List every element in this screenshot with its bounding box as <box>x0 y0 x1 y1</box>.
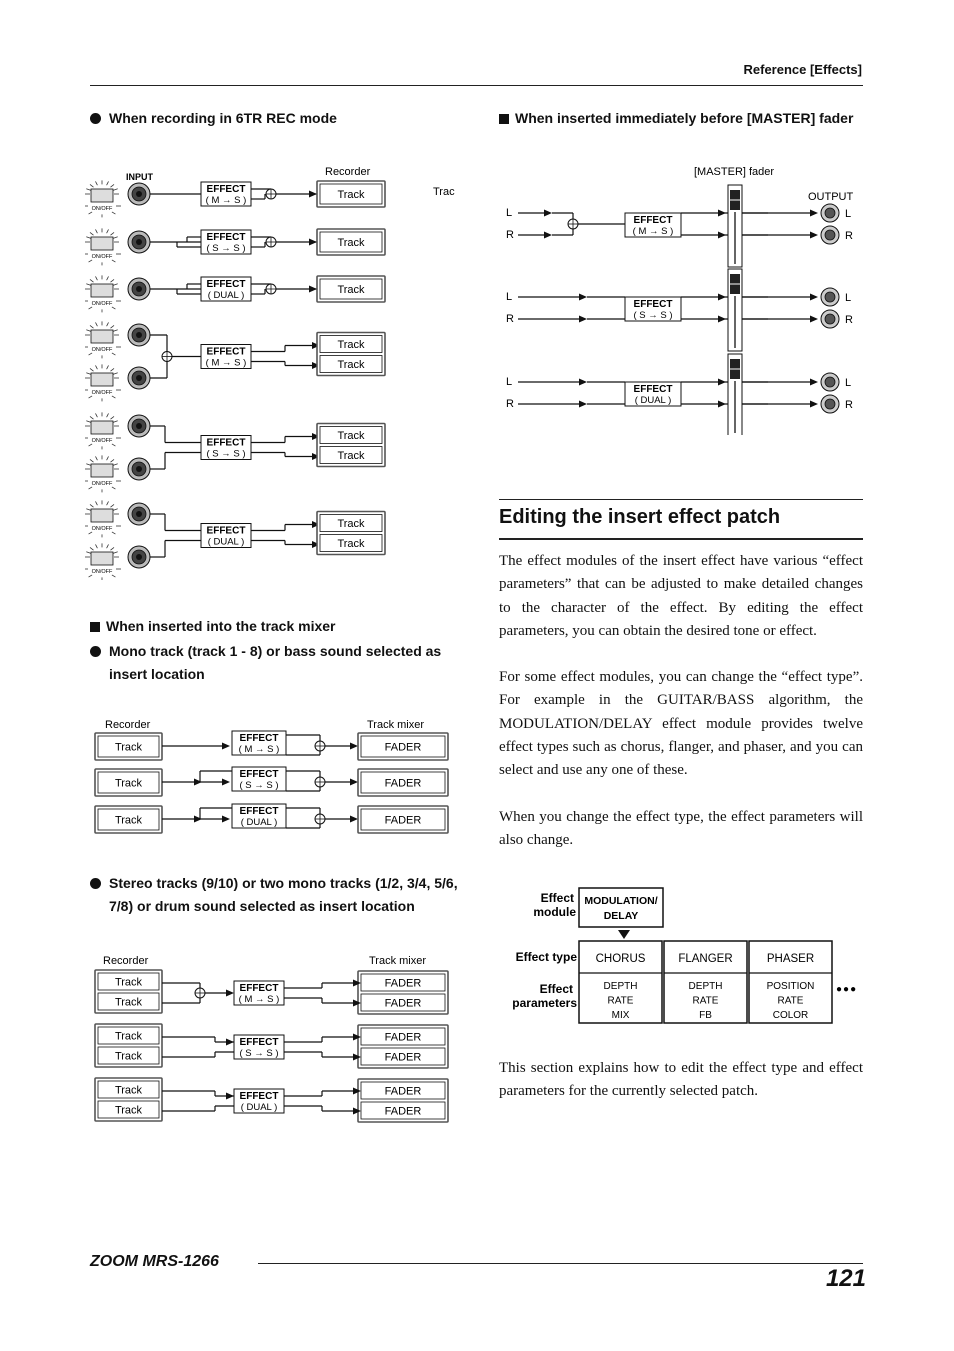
effect-mode: ( M → S ) <box>632 226 674 237</box>
input-jack-icon <box>136 286 142 292</box>
led-ray-icon <box>112 532 116 534</box>
module-name-1: MODULATION/ <box>584 895 658 907</box>
led-ray-icon <box>90 416 94 419</box>
track-box-label: Track <box>114 976 143 989</box>
led-ray-icon <box>107 413 109 417</box>
led-ray-icon <box>112 396 116 398</box>
heading-trackmixer: When inserted into the track mixer <box>90 615 336 638</box>
effect-type-label: Effect type <box>515 950 577 964</box>
led-ray-icon <box>113 421 118 423</box>
arrow-icon <box>718 379 726 386</box>
arrow-icon <box>222 816 230 823</box>
square-bullet-icon <box>90 622 100 632</box>
led-ray-icon <box>110 416 114 419</box>
effect-param: POSITION <box>766 981 815 992</box>
right-channel-label: R <box>506 229 514 241</box>
track-box-label: Track <box>337 430 365 442</box>
effect-mode: ( S → S ) <box>206 243 246 254</box>
effect-type-name: CHORUS <box>595 953 646 965</box>
led-ray-icon <box>113 284 118 286</box>
paragraph-1: The effect modules of the insert effect have various “effect parameters” that can be adjusted to make detailed changes to the character of the effect. By editing the effect parameters, you can obtain the desired tone or effect. <box>499 553 863 639</box>
right-output-label: R <box>845 314 853 326</box>
onoff-label: ON/OFF <box>91 569 113 575</box>
arrow-icon <box>544 232 552 239</box>
bullet-icon <box>90 878 101 889</box>
diagram-6tr-body <box>85 180 385 580</box>
led-ray-icon <box>90 459 94 462</box>
arrow-icon <box>718 210 726 217</box>
led-ray-icon <box>95 413 97 417</box>
arrow-icon <box>810 401 818 408</box>
diagram-mono-body <box>95 731 448 833</box>
led-ray-icon <box>112 575 116 577</box>
left-output-label: L <box>845 292 852 304</box>
onoff-label: ON/OFF <box>91 206 113 212</box>
effect-mode: ( DUAL ) <box>240 1102 278 1113</box>
arrow-icon <box>579 316 587 323</box>
led-ray-icon <box>113 509 118 511</box>
effect-module-label-1: Effect <box>540 891 574 905</box>
track-box-label: Track <box>114 1030 143 1043</box>
recorder-label: Recorder <box>103 955 149 967</box>
right-channel-label: R <box>506 398 514 410</box>
effect-mode: ( DUAL ) <box>207 290 245 301</box>
led-ray-icon <box>112 353 116 355</box>
effect-label: EFFECT <box>206 346 246 358</box>
track-box-label: Track <box>337 284 365 296</box>
led-ray-icon <box>110 459 114 462</box>
led-ray-icon <box>86 237 91 239</box>
led-ray-icon <box>90 232 94 235</box>
arrow-icon <box>718 401 726 408</box>
effect-label: EFFECT <box>206 279 246 290</box>
track-mixer-label: Track mixer <box>369 955 427 967</box>
onoff-label: ON/OFF <box>91 301 113 307</box>
effect-type-diagram <box>500 880 870 1030</box>
fader-box-label: FADER <box>384 1085 422 1098</box>
onoff-label: ON/OFF <box>91 526 113 532</box>
track-box-label: Track <box>337 450 365 462</box>
effect-param: COLOR <box>772 1010 809 1021</box>
onoff-button <box>91 284 113 297</box>
effect-mode: ( M → S ) <box>238 994 280 1005</box>
running-header: Reference [Effects] <box>743 62 862 77</box>
input-jack-icon <box>136 554 142 560</box>
track-box-label: Track <box>114 1050 143 1063</box>
bullet-icon <box>90 113 101 124</box>
led-ray-icon <box>113 237 118 239</box>
trac-label: Trac <box>433 186 455 198</box>
effect-label: EFFECT <box>239 983 279 994</box>
input-jack-icon <box>136 191 142 197</box>
led-ray-icon <box>90 504 94 507</box>
led-ray-icon <box>86 373 91 375</box>
arrow-icon <box>579 294 587 301</box>
square-bullet-icon <box>499 114 509 124</box>
led-ray-icon <box>112 307 116 309</box>
led-ray-icon <box>113 189 118 191</box>
led-ray-icon <box>86 189 91 191</box>
effect-type-name: FLANGER <box>678 953 733 965</box>
fader-box-label: FADER <box>384 977 422 990</box>
led-ray-icon <box>107 456 109 460</box>
footer-brand: ZOOM MRS-1266 <box>90 1253 219 1270</box>
led-ray-icon <box>112 260 116 262</box>
title-rule-top <box>499 499 863 500</box>
led-ray-icon <box>86 552 91 554</box>
effect-label: EFFECT <box>206 232 246 243</box>
led-ray-icon <box>89 212 93 214</box>
input-jack-icon <box>136 466 142 472</box>
track-box-label: Track <box>337 339 365 351</box>
output-label: OUTPUT <box>808 191 854 203</box>
output-jack-icon <box>825 292 835 302</box>
effect-mode: ( M → S ) <box>205 357 247 369</box>
effect-label: EFFECT <box>633 384 673 395</box>
led-ray-icon <box>112 487 116 489</box>
led-ray-icon <box>112 212 116 214</box>
led-ray-icon <box>90 547 94 550</box>
track-box-label: Track <box>114 1104 143 1117</box>
onoff-label: ON/OFF <box>91 438 113 444</box>
arrow-icon <box>810 379 818 386</box>
led-ray-icon <box>113 373 118 375</box>
effect-mode: ( S → S ) <box>239 1048 279 1059</box>
arrow-icon <box>309 191 317 198</box>
right-output-label: R <box>845 399 853 411</box>
diagram-master-body <box>506 185 853 435</box>
led-ray-icon <box>107 181 109 185</box>
led-ray-icon <box>95 365 97 369</box>
track-box-label: Track <box>337 518 365 530</box>
effect-label: EFFECT <box>239 733 279 744</box>
left-output-label: L <box>845 377 852 389</box>
fader-box-label: FADER <box>384 814 422 827</box>
effect-param: MIX <box>611 1010 630 1021</box>
onoff-label: ON/OFF <box>91 347 113 353</box>
led-ray-icon <box>89 260 93 262</box>
output-jack-icon <box>825 230 835 240</box>
led-ray-icon <box>89 353 93 355</box>
led-ray-icon <box>107 276 109 280</box>
onoff-button <box>91 421 113 434</box>
effect-label: EFFECT <box>633 299 673 310</box>
led-ray-icon <box>95 322 97 326</box>
footer-rule <box>258 1263 863 1264</box>
arrow-icon <box>350 779 358 786</box>
diagram-mono-mixer <box>90 712 455 842</box>
track-box-label: Track <box>337 237 365 249</box>
fader-box-label: FADER <box>384 997 422 1010</box>
diagram-6tr-rec <box>85 160 475 580</box>
left-channel-label: L <box>506 207 513 219</box>
led-ray-icon <box>110 232 114 235</box>
effect-label: EFFECT <box>239 1037 279 1048</box>
onoff-button <box>91 373 113 386</box>
effect-mode: ( DUAL ) <box>207 536 245 548</box>
track-box-label: Track <box>114 996 143 1009</box>
effect-label: EFFECT <box>206 525 246 537</box>
effect-params-label-1: Effect <box>539 982 573 996</box>
arrow-icon <box>309 239 317 246</box>
led-ray-icon <box>110 368 114 371</box>
arrow-icon <box>810 210 818 217</box>
bullet-icon <box>90 646 101 657</box>
arrow-icon <box>194 779 202 786</box>
led-ray-icon <box>113 330 118 332</box>
led-ray-icon <box>107 501 109 505</box>
effect-mode: ( S → S ) <box>239 780 279 791</box>
led-ray-icon <box>107 229 109 233</box>
arrow-icon <box>350 743 358 750</box>
paragraph-4: This section explains how to edit the effect type and effect parameters for the currently selected patch. <box>499 1060 863 1100</box>
led-ray-icon <box>90 184 94 187</box>
led-ray-icon <box>95 229 97 233</box>
output-jack-icon <box>825 377 835 387</box>
led-ray-icon <box>86 330 91 332</box>
title-rule-bottom <box>499 538 863 540</box>
more-indicator: ●●● <box>836 984 858 995</box>
paragraph-2: For some effect modules, you can change the “effect type”. For example in the GUITAR/BASS algorithm, the MODULATION/DELAY effect module provides twelve effect types such as chorus, flanger, and phaser, and you can select and use any one of these. <box>499 669 863 779</box>
arrow-icon <box>309 286 317 293</box>
arrow-icon <box>810 294 818 301</box>
output-jack-icon <box>825 208 835 218</box>
track-box-label: Track <box>337 538 365 550</box>
fader-box-label: FADER <box>384 777 422 790</box>
led-ray-icon <box>110 325 114 328</box>
led-ray-icon <box>95 276 97 280</box>
effect-label: EFFECT <box>239 806 279 817</box>
led-ray-icon <box>95 501 97 505</box>
effect-param: DEPTH <box>688 981 723 992</box>
arrow-icon <box>350 816 358 823</box>
onoff-label: ON/OFF <box>91 390 113 396</box>
arrow-icon <box>579 379 587 386</box>
output-jack-icon <box>825 314 835 324</box>
page-number: 121 <box>825 1265 866 1292</box>
arrow-icon <box>810 316 818 323</box>
led-ray-icon <box>113 552 118 554</box>
effect-param: RATE <box>777 995 804 1007</box>
track-box-label: Track <box>114 741 143 754</box>
led-ray-icon <box>86 464 91 466</box>
effect-type-name: PHASER <box>766 953 815 965</box>
output-jack-icon <box>825 399 835 409</box>
arrow-icon <box>226 990 234 997</box>
input-label: INPUT <box>126 172 153 182</box>
effect-label: EFFECT <box>239 769 279 780</box>
arrow-icon <box>718 294 726 301</box>
arrow-icon <box>222 779 230 786</box>
diagram-stereo-body <box>95 970 448 1122</box>
effect-module-label-2: module <box>533 905 576 919</box>
fader-box-label: FADER <box>384 1105 422 1118</box>
down-arrow-icon <box>618 930 630 939</box>
arrow-icon <box>544 210 552 217</box>
led-ray-icon <box>89 487 93 489</box>
effect-types <box>579 941 832 1023</box>
effect-label: EFFECT <box>239 1091 279 1102</box>
led-ray-icon <box>107 544 109 548</box>
arrow-icon <box>718 232 726 239</box>
heading-6tr: When recording in 6TR REC mode <box>90 107 337 130</box>
left-channel-label: L <box>506 291 513 303</box>
effect-params-label-2: parameters <box>512 996 577 1010</box>
master-fader-label: [MASTER] fader <box>694 166 775 178</box>
effect-label: EFFECT <box>633 215 673 226</box>
led-ray-icon <box>95 544 97 548</box>
arrow-icon <box>718 316 726 323</box>
effect-param: FB <box>699 1010 712 1021</box>
right-channel-label: R <box>506 313 514 325</box>
onoff-label: ON/OFF <box>91 481 113 487</box>
led-ray-icon <box>107 365 109 369</box>
recorder-label: Recorder <box>105 719 151 731</box>
led-ray-icon <box>110 279 114 282</box>
input-jack-icon <box>136 239 142 245</box>
effect-mode: ( S → S ) <box>206 448 246 460</box>
arrow-icon <box>194 816 202 823</box>
led-ray-icon <box>89 307 93 309</box>
effect-label: EFFECT <box>206 184 246 195</box>
effect-mode: ( M → S ) <box>205 195 247 206</box>
arrow-icon <box>579 401 587 408</box>
fader-box-label: FADER <box>384 1031 422 1044</box>
onoff-button <box>91 509 113 522</box>
section-title: Editing the insert effect patch <box>499 506 781 528</box>
module-name-2: DELAY <box>603 910 639 922</box>
input-jack-icon <box>136 375 142 381</box>
recorder-label: Recorder <box>325 166 371 178</box>
heading-stereo: Stereo tracks (9/10) or two mono tracks (1/2, 3/4, 5/6, 7/8) or drum sound selected as insert location <box>90 872 470 918</box>
effect-param: RATE <box>607 995 634 1007</box>
track-mixer-label: Track mixer <box>367 719 425 731</box>
input-jack-icon <box>136 423 142 429</box>
onoff-button <box>91 330 113 343</box>
fader-box-label: FADER <box>384 741 422 754</box>
heading-mono: Mono track (track 1 - 8) or bass sound selected as insert location <box>90 640 460 686</box>
track-box-label: Track <box>337 189 365 201</box>
onoff-label: ON/OFF <box>91 254 113 260</box>
effect-mode: ( DUAL ) <box>634 395 672 406</box>
effect-label: EFFECT <box>206 437 246 449</box>
effect-param: RATE <box>692 995 719 1007</box>
led-ray-icon <box>110 184 114 187</box>
input-jack-icon <box>136 511 142 517</box>
right-output-label: R <box>845 230 853 242</box>
led-ray-icon <box>90 368 94 371</box>
onoff-button <box>91 552 113 565</box>
effect-mode: ( M → S ) <box>238 744 280 755</box>
paragraph-3: When you change the effect type, the effect parameters will also change. <box>499 809 863 849</box>
led-ray-icon <box>90 279 94 282</box>
led-ray-icon <box>89 396 93 398</box>
track-box-label: Track <box>114 814 143 827</box>
led-ray-icon <box>89 444 93 446</box>
effect-mode: ( DUAL ) <box>240 817 278 828</box>
fader-box-label: FADER <box>384 1051 422 1064</box>
left-output-label: L <box>845 208 852 220</box>
heading-master: When inserted immediately before [MASTER] fader <box>499 107 853 130</box>
led-ray-icon <box>110 504 114 507</box>
led-ray-icon <box>95 181 97 185</box>
diagram-stereo-mixer <box>90 948 455 1133</box>
led-ray-icon <box>90 325 94 328</box>
arrow-icon <box>810 232 818 239</box>
left-channel-label: L <box>506 376 513 388</box>
onoff-button <box>91 237 113 250</box>
track-box-label: Track <box>337 359 365 371</box>
led-ray-icon <box>107 322 109 326</box>
effect-param: DEPTH <box>603 981 638 992</box>
led-ray-icon <box>112 444 116 446</box>
led-ray-icon <box>89 575 93 577</box>
track-box-label: Track <box>114 1084 143 1097</box>
onoff-button <box>91 189 113 202</box>
diagram-master <box>500 160 870 435</box>
onoff-button <box>91 464 113 477</box>
led-ray-icon <box>86 509 91 511</box>
led-ray-icon <box>89 532 93 534</box>
led-ray-icon <box>113 464 118 466</box>
input-jack-icon <box>136 332 142 338</box>
arrow-icon <box>222 743 230 750</box>
led-ray-icon <box>86 284 91 286</box>
track-box-label: Track <box>114 777 143 790</box>
led-ray-icon <box>95 456 97 460</box>
led-ray-icon <box>110 547 114 550</box>
effect-mode: ( S → S ) <box>633 310 673 321</box>
led-ray-icon <box>86 421 91 423</box>
header-rule <box>90 85 863 86</box>
